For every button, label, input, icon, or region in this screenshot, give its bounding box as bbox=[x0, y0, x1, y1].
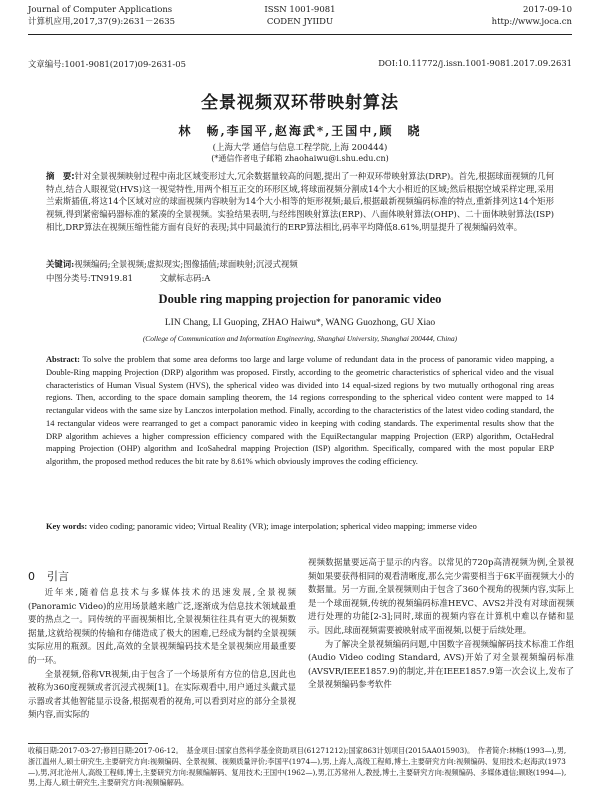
authors-cn: 林 畅,李国平,赵海武*,王国中,顾 晓 bbox=[178, 124, 422, 138]
title-en: Double ring mapping projection for panoramic video bbox=[158, 292, 442, 306]
header-codes bbox=[28, 4, 572, 28]
title-cn: 全景视频双环带映射算法 bbox=[201, 93, 399, 113]
doi[interactable]: DOI:10.11772/j.issn.1001-9081.2017.09.2631 bbox=[378, 58, 572, 68]
body-right-column bbox=[308, 556, 574, 692]
abstract-cn bbox=[46, 170, 554, 234]
abstract-en-text: To solve the problem that some area deforms too large and large volume of redundant data in the process of panoramic video mapping, a Double-Ring mapping Projection (DRP) algorithm was proposed. Firstly, according to the geometric characteristics of spherical video and the visual characteristics of Human Visual System (HVS), the spherical video was divided into 14 equal-sized regions by two mutually orthogonal ring areas regions. Then, according to the space domain sampling theorem, the 14 regions corresponding to the spherical video content were mapped to 14 rectangular videos with the same size by Lanczos interpolation method. Finally, according to the characteristics of the latest video coding standard, the 14 rectangular videos were rearranged to get a compact panoramic video in keeping with coding standards. The experimental results show that the DRP algorithm achieves a higher compression efficiency compared with the EquiRectangular mapping Projection (ERP) algorithm, OctaHedral mapping Projection (OHP) algorithm and IcoSahedral mapping Projection (ISP) algorithm. Specifically, compared with the most popular ERP algorithm, the proposed method reduces the bit rate by 8.61% which obviously improves the coding efficiency. bbox=[46, 355, 554, 466]
running-header bbox=[28, 4, 572, 42]
keywords-en-label: Key words: bbox=[46, 522, 88, 531]
document-code: 文献标志码:A bbox=[159, 273, 211, 283]
affiliation-cn: (上海大学 通信与信息工程学院,上海 200444) bbox=[212, 143, 388, 153]
affiliation-en: (College of Communication and Information Engineering, Shanghai University, Shanghai 200444, China) bbox=[142, 334, 458, 343]
keywords-cn-label: 关键词: bbox=[46, 259, 75, 269]
body-paragraph: 全景视频,俗称VR视频,由于包含了一个场景所有方位的信息,因此也被称为360度视频或者沉浸式视频[1]。在实际观看中,用户通过头戴式显示器或者其他智能显示设备,根据观看的视角,可以看到对应的部分全景视频内容,而实际的 bbox=[28, 668, 296, 720]
body-paragraph-continued: 视频数据量要远高于显示的内容。以常见的720p高清视频为例,全景视频如果要获得相同的观看清晰度,那么完少需要相当于6K平面视频大小的数据量。另一方面,全景视频则由于包含了360个视角的视频内容,实际上是一个球面视频,传统的视频编码标准HEVC、AVS2并没有对球面视频进行处理的功能[2-3];同时,球面的视频内容在计算机中难以存储和显示。因此,球面视频需要被映射成平面视频,以便于后续处理。 bbox=[308, 557, 574, 635]
body-left-column bbox=[28, 586, 296, 722]
body-paragraph: 为了解决全景视频编码问题,中国数字音视频编解码技术标准工作组(Audio Video coding Standard, AVS)开始了对全景视频编码标准(AVSVR/IEEE1857.9)的制定,并在IEEE1857.9第一次会议上,发布了全景视频编码参考软件 bbox=[308, 638, 574, 690]
header-date-url bbox=[492, 4, 572, 28]
article-number: 文章编号:1001-9081(2017)09-2631-05 bbox=[28, 59, 186, 69]
issn: ISSN 1001-9081 bbox=[264, 5, 336, 15]
abstract-cn-text: 针对全景视频映射过程中南北区域变形过大,冗余数据量较高的问题,提出了一种双环带映射算法(DRP)。首先,根据球面视频的几何特点,结合人眼视觉(HVS)这一视觉特性,用两个相互正交的环形区域,将球面视频分割成14个大小相近的区域;然后根据空域采样定理,采用兰索斯插值,将这14个区域对应的球面视频内容映射为14个大小相等的矩形视频;最后,根据最新视频编码标准的特点,重新排列这14个矩形视频,得到紧密编码器标准的紧凑的全景视频。实验结果表明,与经纬图映射算法(ERP)、八面体映射算法(OHP)、二十面体映射算法(ISP)相比,DRP算法在视频压缩性能方面有良好的表现;其中同最流行的ERP算法相比,码率平均降低8.61%,明显提升了视频编码效率。 bbox=[46, 171, 554, 232]
body-paragraph: 近年来,随着信息技术与多媒体技术的迅速发展,全景视频(Panoramic Video)的应用场景越来越广泛,逐渐成为信息技术领域最重要的热点之一。同传统的平面视频相比,全景视频往往具有更大的视频数据量,这就给视频的传输和存储造成了极大的困难,已经成为制约全景视频实际应用的瓶颈。因此,高效的全景视频编码技术是全景视频应用最重要的一环。 bbox=[28, 587, 296, 665]
coden: CODEN JYIIDU bbox=[266, 17, 334, 27]
header-rule bbox=[28, 34, 572, 35]
section-heading bbox=[28, 568, 81, 584]
authors-en: LIN Chang, LI Guoping, ZHAO Haiwu*, WANG Guozhong, GU Xiao bbox=[164, 318, 436, 328]
abstract-cn-label: 摘 要: bbox=[46, 171, 75, 181]
journal-url[interactable]: http://www.joca.cn bbox=[491, 17, 572, 27]
classification-cn bbox=[46, 272, 554, 284]
clc-number: 中图分类号:TN919.81 bbox=[46, 273, 133, 283]
footnote-rule bbox=[28, 743, 148, 744]
journal-name-en: Journal of Computer Applications bbox=[28, 5, 173, 15]
journal-citation-cn: 计算机应用,2017,37(9):2631－2635 bbox=[28, 17, 176, 27]
footnote: 收稿日期:2017-03-27;修回日期:2017-06-12。 基金项目:国家自然科学基金资助项目(61271212);国家863计划项目(2015AA015903)。 作者简介:林畅(1993—),男,浙江温州人,硕士研究生,主要研究方向:视频编码、全景视频、视频质量评价;李国平(1974—),男,上海人,高级工程师,博士,主要研究方向:视频编码、复用技术;赵海武(1973—),男,河北沧州人,高级工程师,博士,主要研究方向:视频编解码、复用技术;王国中(1962—),男,江苏常州人,教授,博士,主要研究方向:视频编码、多媒体通信;顾晓(1994—),男,上海人,硕士研究生,主要研究方向:视频编解码。 bbox=[28, 746, 567, 788]
keywords-cn-text: 视频编码;全景视频;虚拟现实;图像插值;球面映射;沉浸式视频 bbox=[74, 259, 298, 269]
keywords-cn bbox=[46, 258, 554, 270]
corresponding-email-cn: (*通信作者电子邮箱 zhaohaiwu@i.shu.edu.cn) bbox=[211, 154, 389, 163]
abstract-en-label: Abstract: bbox=[46, 355, 80, 364]
section-title: 引言 bbox=[47, 570, 69, 583]
keywords-en bbox=[46, 521, 554, 534]
keywords-en-text: video coding; panoramic video; Virtual Reality (VR); image interpolation; spherical video mapping; immerse video bbox=[89, 522, 477, 531]
publish-date: 2017-09-10 bbox=[522, 5, 572, 15]
abstract-en bbox=[46, 354, 554, 469]
section-number: 0 bbox=[28, 570, 35, 583]
